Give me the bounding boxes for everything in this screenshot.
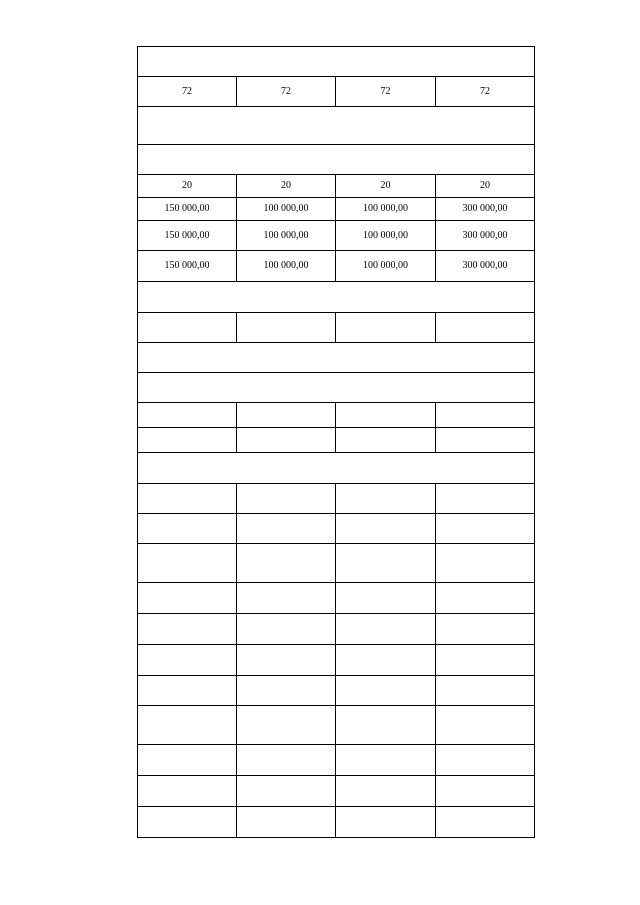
- table-cell: [138, 706, 237, 745]
- table-cell: [336, 745, 436, 776]
- table-cell: [237, 614, 336, 645]
- table-cell: [138, 544, 237, 583]
- table-cell: [336, 676, 436, 706]
- table-cell: 20: [237, 175, 336, 198]
- table-merged-cell: [138, 107, 535, 145]
- table-cell: 100 000,00: [336, 251, 436, 282]
- table-cell: [336, 706, 436, 745]
- table-cell: [336, 614, 436, 645]
- table-cell: [237, 776, 336, 807]
- table-cell: [138, 676, 237, 706]
- table-cell: 72: [138, 77, 237, 107]
- table-row: [138, 807, 535, 838]
- table-cell: [436, 614, 535, 645]
- table-cell: [436, 484, 535, 514]
- table-cell: [436, 807, 535, 838]
- table-cell: [336, 544, 436, 583]
- table-row: [138, 77, 535, 107]
- table-cell: [237, 706, 336, 745]
- table-cell: [138, 428, 237, 453]
- table-cell: [336, 776, 436, 807]
- table-merged-cell: [138, 453, 535, 484]
- table-cell: [138, 403, 237, 428]
- table-cell: [436, 544, 535, 583]
- table-row: [138, 706, 535, 745]
- table-cell: [436, 645, 535, 676]
- table-row: [138, 175, 535, 198]
- table-cell: 100 000,00: [336, 198, 436, 221]
- table-row: [138, 403, 535, 428]
- table-cell: [336, 583, 436, 614]
- table-cell: 300 000,00: [436, 251, 535, 282]
- table-row: [138, 676, 535, 706]
- table-cell: [237, 544, 336, 583]
- table-cell: 20: [138, 175, 237, 198]
- table-merged-cell: [138, 282, 535, 313]
- table-row: [138, 583, 535, 614]
- table-row: [138, 47, 535, 77]
- table-row: [138, 645, 535, 676]
- table-cell: [436, 514, 535, 544]
- table-cell: 100 000,00: [237, 251, 336, 282]
- table-cell: [336, 645, 436, 676]
- table-row: [138, 453, 535, 484]
- table-row: [138, 514, 535, 544]
- table-cell: [138, 614, 237, 645]
- table-row: [138, 251, 535, 282]
- table-cell: [237, 313, 336, 343]
- table-cell: [336, 484, 436, 514]
- table-cell: [436, 583, 535, 614]
- table-row: [138, 198, 535, 221]
- table-cell: [237, 428, 336, 453]
- table-row: [138, 776, 535, 807]
- table-cell: [138, 807, 237, 838]
- table-cell: [436, 428, 535, 453]
- table-cell: 300 000,00: [436, 221, 535, 251]
- table-cell: 150 000,00: [138, 221, 237, 251]
- table-merged-cell: [138, 47, 535, 77]
- table-row: [138, 282, 535, 313]
- table-row: [138, 145, 535, 175]
- table-cell: 100 000,00: [237, 221, 336, 251]
- table-cell: [138, 514, 237, 544]
- table-row: [138, 544, 535, 583]
- table-cell: [436, 706, 535, 745]
- table-cell: [138, 484, 237, 514]
- table-cell: [138, 313, 237, 343]
- table-cell: [237, 403, 336, 428]
- table-row: [138, 343, 535, 373]
- table-cell: [436, 676, 535, 706]
- table-cell: 72: [336, 77, 436, 107]
- table-merged-cell: [138, 373, 535, 403]
- table-cell: 20: [436, 175, 535, 198]
- table-cell: [336, 403, 436, 428]
- table-cell: [138, 745, 237, 776]
- table-cell: 20: [336, 175, 436, 198]
- table-merged-cell: [138, 343, 535, 373]
- table-row: [138, 221, 535, 251]
- table-cell: 100 000,00: [336, 221, 436, 251]
- table-row: [138, 614, 535, 645]
- table-cell: [237, 514, 336, 544]
- table-cell: [237, 645, 336, 676]
- table-cell: [237, 807, 336, 838]
- table-cell: [138, 583, 237, 614]
- table-row: [138, 484, 535, 514]
- table-cell: 100 000,00: [237, 198, 336, 221]
- table-merged-cell: [138, 145, 535, 175]
- table-cell: 72: [436, 77, 535, 107]
- table-cell: [138, 776, 237, 807]
- table-row: [138, 313, 535, 343]
- table-cell: [336, 514, 436, 544]
- table-cell: [237, 484, 336, 514]
- table-row: [138, 428, 535, 453]
- table-cell: [336, 428, 436, 453]
- table-cell: [336, 807, 436, 838]
- table-cell: [336, 313, 436, 343]
- table-row: [138, 107, 535, 145]
- table-cell: [436, 313, 535, 343]
- table-cell: 72: [237, 77, 336, 107]
- table-cell: [237, 745, 336, 776]
- table-cell: [237, 676, 336, 706]
- table-cell: [237, 583, 336, 614]
- table-row: [138, 373, 535, 403]
- table-cell: 150 000,00: [138, 251, 237, 282]
- table-cell: [436, 776, 535, 807]
- table-cell: 150 000,00: [138, 198, 237, 221]
- table-cell: [436, 403, 535, 428]
- table-row: [138, 745, 535, 776]
- table-cell: [436, 745, 535, 776]
- table-cell: 300 000,00: [436, 198, 535, 221]
- table-body: [138, 47, 535, 838]
- document-table: [137, 46, 535, 838]
- table-cell: [138, 645, 237, 676]
